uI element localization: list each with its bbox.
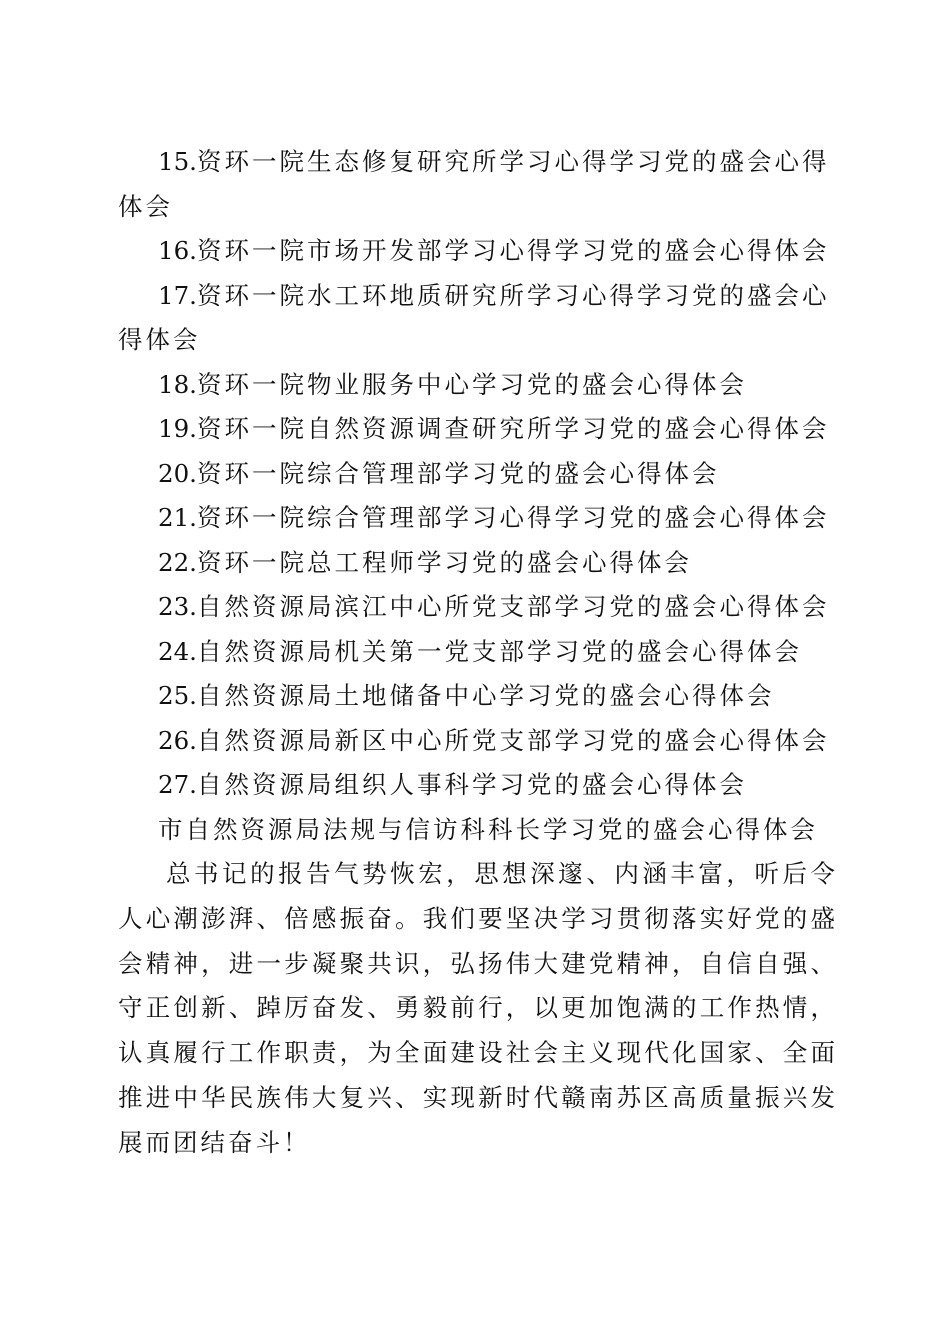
list-item	[118, 229, 838, 274]
item-number: 22.	[158, 547, 197, 577]
list-item	[118, 674, 838, 719]
item-title: 资环一院总工程师学习党的盛会心得体会	[196, 547, 692, 577]
item-title: 资环一院自然资源调查研究所学习党的盛会心得体会	[196, 414, 830, 443]
list-item	[118, 585, 838, 630]
item-number: 26.	[158, 725, 197, 755]
item-title: 自然资源局滨江中心所党支部学习党的盛会心得体会	[196, 592, 830, 621]
list-item	[118, 452, 838, 497]
item-title: 资环一院综合管理部学习心得学习党的盛会心得体会	[196, 503, 830, 532]
item-number: 18.	[158, 369, 197, 399]
item-number: 16.	[158, 236, 197, 265]
item-number: 15.	[158, 147, 197, 176]
item-title: 自然资源局组织人事科学习党的盛会心得体会	[196, 770, 747, 799]
item-number: 21.	[158, 503, 197, 532]
item-title: 自然资源局土地储备中心学习党的盛会心得体会	[196, 681, 775, 710]
list-item	[118, 274, 838, 363]
list-item	[118, 763, 838, 808]
item-title: 资环一院市场开发部学习心得学习党的盛会心得体会	[196, 236, 830, 265]
item-title: 资环一院综合管理部学习党的盛会心得体会	[196, 458, 720, 488]
item-title: 自然资源局新区中心所党支部学习党的盛会心得体会	[196, 725, 830, 755]
item-title: 资环一院水工环地质研究所学习心得学习党的盛会心得体会	[118, 280, 830, 354]
item-number: 27.	[158, 770, 197, 799]
item-number: 20.	[158, 458, 197, 488]
item-number: 25.	[158, 681, 197, 710]
item-title: 资环一院生态修复研究所学习心得学习党的盛会心得体会	[118, 147, 830, 221]
list-item	[118, 407, 838, 452]
item-title: 自然资源局机关第一党支部学习党的盛会心得体会	[196, 636, 802, 666]
item-number: 23.	[158, 592, 197, 621]
list-item	[118, 541, 838, 586]
document-text	[118, 140, 838, 1166]
list-item	[118, 140, 838, 229]
list-item	[118, 630, 838, 675]
item-number: 19.	[158, 414, 197, 443]
list-item	[118, 719, 838, 764]
article-body: 总书记的报告气势恢宏，思想深邃、内涵丰富，听后令人心潮澎湃、倍感振奋。我们要坚决学习贯彻落实好党的盛会精神，进一步凝聚共识，弘扬伟大建党精神，自信自强、守正创新、踔厉奋发、勇毅前行，以更加饱满的工作热情，认真履行工作职责，为全面建设社会主义现代化国家、全面推进中华民族伟大复兴、实现新时代赣南苏区高质量振兴发展而团结奋斗！	[118, 859, 838, 1157]
list-item	[118, 496, 838, 541]
item-number: 17.	[158, 280, 197, 310]
item-title: 资环一院物业服务中心学习党的盛会心得体会	[196, 369, 747, 399]
item-number: 24.	[158, 636, 197, 666]
list-item	[118, 363, 838, 408]
article-title: 市自然资源局法规与信访科科长学习党的盛会心得体会	[158, 814, 818, 844]
